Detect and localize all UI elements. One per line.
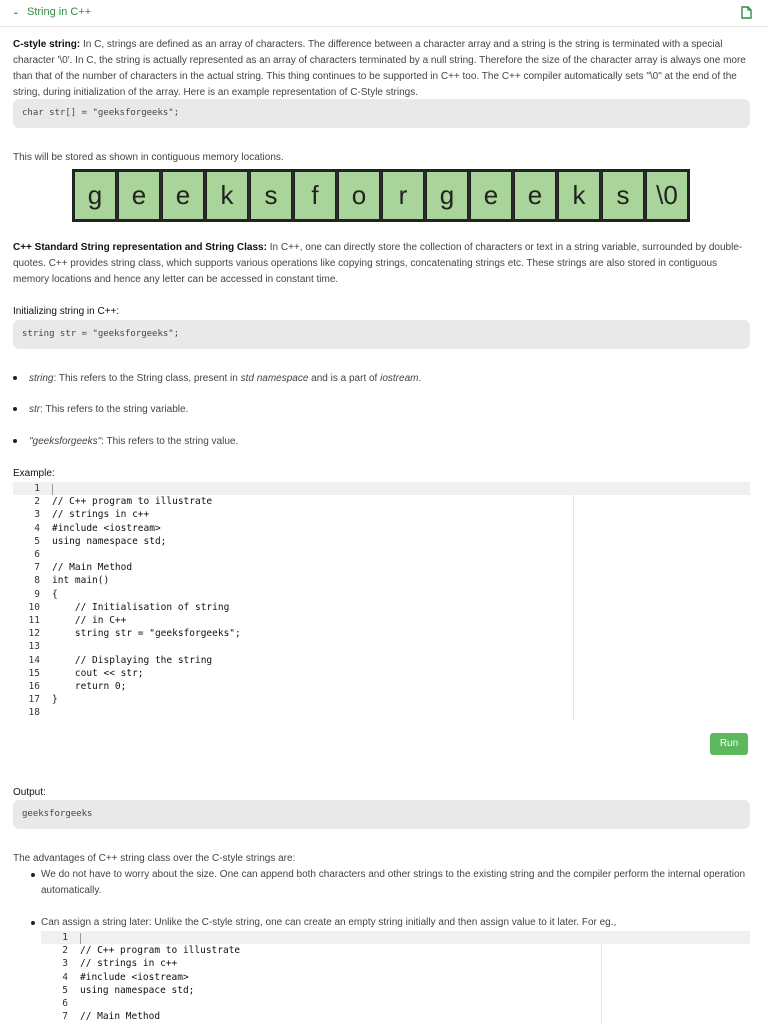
code-line[interactable]	[41, 984, 750, 997]
line-number: 2	[34, 496, 40, 508]
memory-cell: g	[74, 171, 116, 220]
code-editor-2[interactable]	[41, 931, 750, 1024]
cstyle-paragraph	[13, 37, 748, 101]
code-text[interactable]: return 0;	[52, 681, 127, 692]
line-number: 18	[28, 707, 40, 719]
code-line[interactable]	[13, 640, 750, 653]
line-number: 3	[62, 958, 68, 970]
line-number: 1	[34, 483, 40, 494]
output-block: geeksforgeeks	[13, 800, 750, 829]
memory-cell: g	[426, 171, 468, 220]
code-text[interactable]: }	[52, 694, 58, 706]
line-number: 11	[28, 615, 40, 626]
line-number: 12	[28, 628, 40, 640]
code-line[interactable]	[13, 627, 750, 640]
code-text[interactable]: using namespace std;	[80, 984, 195, 996]
code-line[interactable]	[13, 574, 750, 587]
memory-cell: e	[118, 171, 160, 220]
code-line[interactable]	[13, 680, 750, 693]
line-number: 14	[28, 654, 40, 666]
line-number: 6	[62, 998, 68, 1009]
memory-cell: s	[602, 171, 644, 220]
code-line[interactable]	[13, 522, 750, 535]
bullet-string: string: This refers to the String class, present in std namespace and is a part of iostream.	[13, 373, 421, 384]
code-text[interactable]: // strings in c++	[80, 958, 178, 970]
code-line[interactable]	[13, 706, 750, 719]
memory-cell: f	[294, 171, 336, 220]
line-number: 16	[28, 681, 40, 692]
code-line[interactable]	[13, 508, 750, 521]
line-number: 4	[34, 522, 40, 534]
code-line[interactable]	[13, 601, 750, 614]
line-number: 7	[34, 562, 40, 574]
line-number: 13	[28, 641, 40, 653]
memory-cell: o	[338, 171, 380, 220]
init-heading: Initializing string in C++:	[13, 306, 120, 317]
line-number: 5	[34, 535, 40, 547]
code-line[interactable]	[13, 495, 750, 508]
code-text[interactable]: // C++ program to illustrate	[52, 496, 213, 508]
text-cursor	[52, 484, 53, 495]
code-line[interactable]	[13, 561, 750, 574]
code-text[interactable]: // Displaying the string	[52, 654, 213, 666]
code-text[interactable]: using namespace std;	[52, 535, 167, 547]
code-text[interactable]: // in C++	[52, 615, 127, 626]
code-text[interactable]: int main()	[52, 575, 110, 587]
memory-cell: \0	[646, 171, 688, 220]
bullet-value: "geeksforgeeks": This refers to the string value.	[13, 436, 238, 447]
run-button[interactable]: Run	[710, 733, 748, 755]
code-line[interactable]	[41, 997, 750, 1010]
code-text[interactable]: // Main Method	[80, 1011, 161, 1023]
memory-cell: e	[514, 171, 556, 220]
text-cursor	[80, 933, 81, 944]
line-number: 5	[62, 984, 68, 996]
code-text[interactable]: // C++ program to illustrate	[80, 945, 241, 957]
article-header[interactable]	[0, 0, 768, 27]
line-number: 10	[28, 601, 40, 613]
memory-cell: e	[470, 171, 512, 220]
document-icon[interactable]	[741, 6, 752, 22]
code-text[interactable]: // Initialisation of string	[52, 601, 230, 613]
init-code-block: string str = "geeksforgeeks";	[13, 320, 750, 349]
example-heading: Example:	[13, 468, 55, 479]
article-title[interactable]: String in C++	[27, 6, 92, 18]
code-text[interactable]: cout << str;	[52, 667, 144, 679]
cppstring-text: In C++, one can directly store the collection of characters or text in a string variable, surrounded by double-quotes. C++ provides string class, which supports various operations like copying strings, concatenating strings etc. These strings are also stored in contiguous memory locations and hence any letter can be accessed in constant time.	[13, 242, 743, 285]
cstyle-label: C-style string:	[13, 39, 81, 50]
cstyle-code-block: char str[] = "geeksforgeeks";	[13, 99, 750, 128]
cstyle-text: In C, strings are defined as an array of characters. The difference between a character array and a string is the string is terminated with a special character '\0'. In C, the string is actually represented as an array of characters terminated by a null string. Therefore the size of the character array is always one more than that of the number of characters in the actual string. This thing continues to be supported in C++ too. The C++ compiler automatically sets "\0" at the end of the string, during initialization of the array. Here is an example representation of C-Style strings.	[13, 39, 746, 98]
code-line[interactable]	[41, 957, 750, 970]
code-line[interactable]	[13, 693, 750, 706]
code-line[interactable]	[13, 654, 750, 667]
code-line[interactable]	[13, 614, 750, 627]
advantage-item: Can assign a string later: Unlike the C-style string, one can create an empty string initially and then assign value to it later. For eg.,	[31, 915, 749, 931]
line-number: 17	[28, 694, 40, 706]
line-number: 3	[34, 509, 40, 521]
code-text[interactable]: string str = "geeksforgeeks";	[52, 628, 241, 640]
line-number: 6	[34, 549, 40, 560]
line-number: 7	[62, 1011, 68, 1023]
advantages-intro: The advantages of C++ string class over the C-style strings are:	[13, 853, 296, 864]
code-line[interactable]	[13, 548, 750, 561]
code-text[interactable]: // strings in c++	[52, 509, 150, 521]
code-line[interactable]	[13, 482, 750, 495]
memory-cell: r	[382, 171, 424, 220]
memory-cell: k	[558, 171, 600, 220]
line-number: 8	[34, 575, 40, 587]
bullet-str: str: This refers to the string variable.	[13, 404, 188, 415]
code-line[interactable]	[13, 588, 750, 601]
code-text[interactable]: // Main Method	[52, 562, 133, 574]
memory-cell: k	[206, 171, 248, 220]
advantage-item: We do not have to worry about the size. One can append both characters and other strings to the existing string and the compiler perform the internal operation automatically.	[31, 867, 749, 899]
code-text[interactable]: #include <iostream>	[80, 971, 189, 983]
code-line[interactable]	[41, 971, 750, 984]
code-line[interactable]	[13, 667, 750, 680]
line-number: 4	[62, 971, 68, 983]
line-number: 1	[62, 932, 68, 943]
output-heading: Output:	[13, 787, 46, 798]
cppstring-label: C++ Standard String representation and String Class:	[13, 242, 267, 253]
memory-diagram	[72, 169, 690, 222]
code-line[interactable]	[41, 931, 750, 944]
memory-caption: This will be stored as shown in contiguous memory locations.	[13, 152, 284, 163]
code-editor[interactable]	[13, 482, 750, 720]
code-line[interactable]	[41, 1010, 750, 1023]
memory-cell: e	[162, 171, 204, 220]
code-line[interactable]	[13, 535, 750, 548]
code-text[interactable]: {	[52, 588, 58, 600]
line-number: 9	[34, 588, 40, 600]
memory-cell: s	[250, 171, 292, 220]
code-line[interactable]	[41, 944, 750, 957]
cppstring-paragraph	[13, 240, 748, 288]
collapse-toggle-icon[interactable]: -	[14, 7, 18, 19]
code-text[interactable]: #include <iostream>	[52, 522, 161, 534]
line-number: 2	[62, 945, 68, 957]
line-number: 15	[28, 667, 40, 679]
